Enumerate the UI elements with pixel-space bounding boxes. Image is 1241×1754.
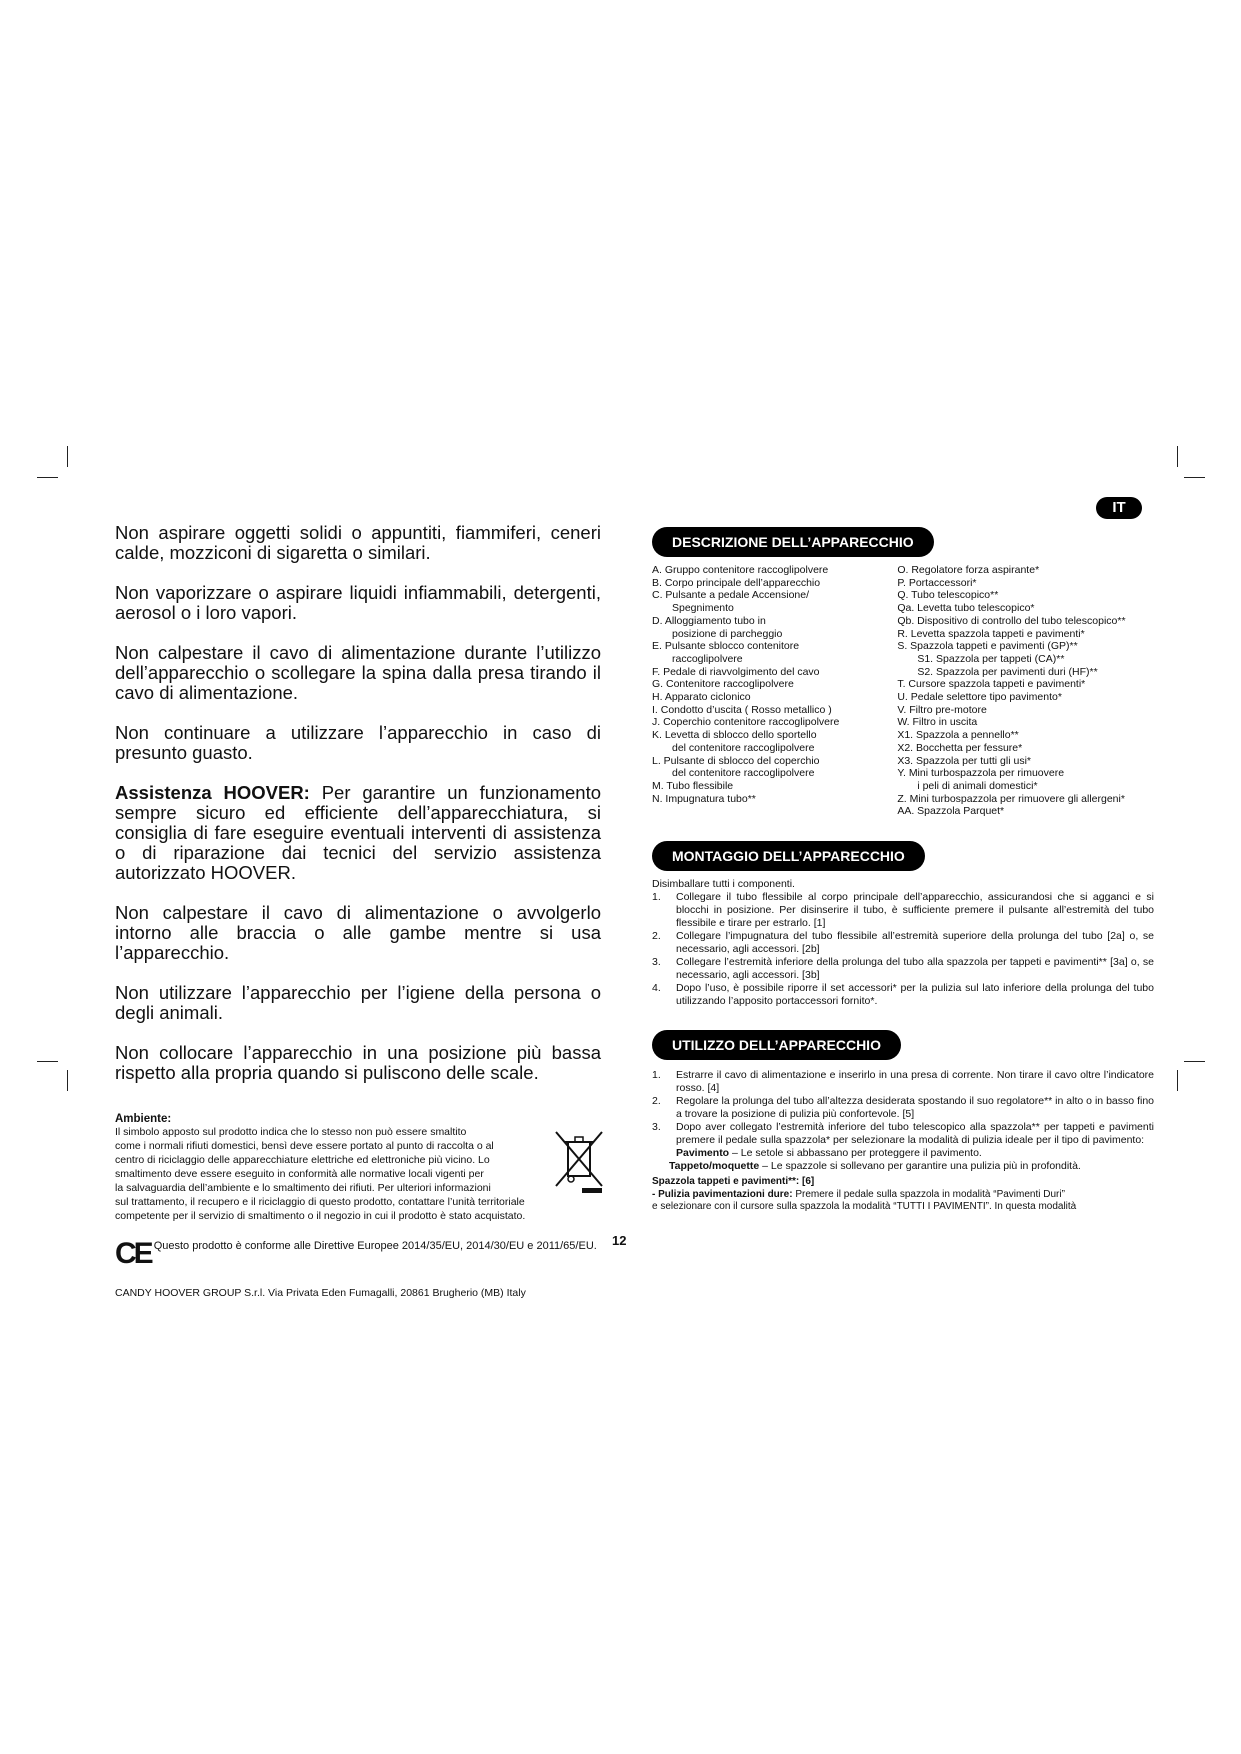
ce-declaration xyxy=(115,1239,601,1269)
section-title-description: DESCRIZIONE DELL’APPARECCHIO xyxy=(652,527,934,557)
parts-column xyxy=(652,564,885,818)
step-text: Collegare l’impugnatura del tubo flessibile all’estremità superiore della prolunga del tubo [2a] o, se necessario, agli accessori. [2b] xyxy=(676,930,1154,956)
usage-step xyxy=(652,1121,1154,1147)
part-item: Q. Tubo telescopico** xyxy=(897,589,999,602)
step-number: 1. xyxy=(652,1069,661,1082)
usage-step xyxy=(652,1069,1154,1095)
part-item: del contenitore raccoglipolvere xyxy=(672,741,815,754)
crop-mark xyxy=(1177,446,1178,467)
hard-floor-label: - Pulizia pavimentazioni dure: xyxy=(652,1188,793,1200)
part-item: Qb. Dispositivo di controllo del tubo telescopico** xyxy=(897,614,1126,627)
warning-text: Non calpestare il cavo di alimentazione durante l’utilizzo dell’apparecchio o scollegare la spina dalla presa tirando il cavo di alimentazione. xyxy=(115,642,601,703)
part-item: W. Filtro in uscita xyxy=(897,716,978,729)
part-item: X2. Bocchetta per fessure* xyxy=(897,741,1023,754)
step-text: Collegare l’estremità inferiore della prolunga del tubo alla spazzola per tappeti e pavimenti** [3a] o, se necessario, agli accessori. [3b] xyxy=(676,956,1154,982)
step-text: Collegare il tubo flessibile al corpo principale dell’apparecchio, assicurandosi che si agganci e si blocchi in posizione. Per disinserire il tubo, è sufficiente premere il pulsante all’estremità del tubo flessibile e tirare per estrarlo. [1] xyxy=(676,891,1154,930)
parts-column xyxy=(897,564,1154,818)
part-item: N. Impugnatura tubo** xyxy=(652,792,756,805)
environment-line: Il simbolo apposto sul prodotto indica che lo stesso non può essere smaltito xyxy=(115,1126,467,1138)
left-column xyxy=(115,523,601,1299)
assistance-paragraph xyxy=(115,783,601,883)
part-item: posizione di parcheggio xyxy=(672,627,783,640)
part-item: AA. Spazzola Parquet* xyxy=(897,805,1005,818)
step-number: 1. xyxy=(652,891,661,904)
environment-line: sul trattamento, il recupero e il riciclaggio di questo prodotto, contattare l’unità territoriale xyxy=(115,1196,525,1208)
step-text: Dopo l’uso, è possibile riporre il set accessori* per la pulizia sul lato inferiore della prolunga del tubo utilizzando l’apposito portaccessori fornito*. xyxy=(676,982,1154,1008)
carpet-mode-text: – Le spazzole si sollevano per garantire una pulizia più in profondità. xyxy=(759,1160,1081,1173)
part-item: del contenitore raccoglipolvere xyxy=(672,767,815,780)
part-item: Spegnimento xyxy=(672,602,734,615)
part-item: X1. Spazzola a pennello** xyxy=(897,729,1019,742)
part-item: X3. Spazzola per tutti gli usi* xyxy=(897,754,1031,767)
environment-line: come i normali rifiuti domestici, bensì deve essere portato al punto di raccolta o al xyxy=(115,1140,494,1152)
environment-text xyxy=(115,1125,601,1223)
step-text: Estrarre il cavo di alimentazione e inserirlo in una presa di corrente. Non tirare il cavo oltre l’indicatore rosso. [4] xyxy=(676,1069,1154,1095)
hard-floor-line xyxy=(652,1189,1154,1202)
usage-steps xyxy=(652,1069,1154,1173)
part-item: E. Pulsante sblocco contenitore xyxy=(652,640,800,653)
step-number: 2. xyxy=(652,1095,661,1108)
part-item: C. Pulsante a pedale Accensione/ xyxy=(652,589,810,602)
ce-mark-icon: CE xyxy=(115,1237,151,1270)
part-item: I. Condotto d’uscita ( Rosso metallico ) xyxy=(652,703,832,716)
warning-text: Non vaporizzare o aspirare liquidi infiammabili, detergenti, aerosol o i loro vapori. xyxy=(115,582,601,623)
part-item: Qa. Levetta tubo telescopico* xyxy=(897,602,1035,615)
language-badge: IT xyxy=(1096,497,1142,519)
crop-mark xyxy=(37,1061,58,1062)
warning-text: Non utilizzare l’apparecchio per l’igiene della persona o degli animali. xyxy=(115,982,601,1023)
assembly-step xyxy=(652,982,1154,1008)
assembly-intro: Disimballare tutti i componenti. xyxy=(652,878,795,891)
carpet-mode xyxy=(652,1160,1154,1173)
warning-text: Non continuare a utilizzare l’apparecchio in caso di presunto guasto. xyxy=(115,722,601,763)
part-item: V. Filtro pre-motore xyxy=(897,703,987,716)
assistance-text: Per garantire un funzionamento sempre sicuro ed efficiente dell’apparecchiatura, si consiglia di fare eseguire eventuali interventi di assistenza o di riparazione dai tecnici del servizio assistenza autorizzato HOOVER. xyxy=(115,782,601,883)
brush-heading: Spazzola tappeti e pavimenti**: [6] xyxy=(652,1176,815,1188)
part-item: Y. Mini turbospazzola per rimuovere xyxy=(897,767,1065,780)
warning-text: Non aspirare oggetti solidi o appuntiti, fiammiferi, ceneri calde, mozziconi di sigaretta o similari. xyxy=(115,522,601,563)
environment-line: centro di riciclaggio delle apparecchiature elettriche ed elettroniche più vicino. Lo xyxy=(115,1154,490,1166)
part-item: Z. Mini turbospazzola per rimuovere gli allergeni* xyxy=(897,792,1125,805)
crop-mark xyxy=(1184,1061,1205,1062)
floor-mode-text: – Le setole si abbassano per proteggere il pavimento. xyxy=(729,1147,982,1160)
right-column xyxy=(652,527,1154,1214)
part-item: raccoglipolvere xyxy=(672,652,743,665)
part-item: S. Spazzola tappeti e pavimenti (GP)** xyxy=(897,640,1078,653)
step-text: Regolare la prolunga del tubo all’altezza desiderata spostando il suo regolatore** in alto o in basso fino a trovare la posizione di pulizia più confortevole. [5] xyxy=(676,1095,1154,1121)
floor-mode-label: Pavimento xyxy=(676,1147,730,1160)
part-item: i peli di animali domestici* xyxy=(917,779,1038,792)
environment-title: Ambiente: xyxy=(115,1113,172,1125)
section-title-usage: UTILIZZO DELL’APPARECCHIO xyxy=(652,1030,901,1060)
part-item: J. Coperchio contenitore raccoglipolvere xyxy=(652,716,840,729)
environment-line: competente per il servizio di smaltimento o il negozio in cui il prodotto è stato acquistato. xyxy=(115,1210,526,1222)
hard-floor-text: Premere il pedale sulla spazzola in modalità “Pavimenti Duri” xyxy=(792,1188,1065,1200)
part-item: T. Cursore spazzola tappeti e pavimenti* xyxy=(897,678,1086,691)
part-item: P. Portaccessori* xyxy=(897,576,977,589)
part-item: G. Contenitore raccoglipolvere xyxy=(652,678,794,691)
crossed-bin-icon xyxy=(552,1128,607,1200)
part-item: D. Alloggiamento tubo in xyxy=(652,614,766,627)
part-item: O. Regolatore forza aspirante* xyxy=(897,564,1040,576)
brush-section xyxy=(652,1176,1154,1214)
assembly-steps xyxy=(652,878,1154,1008)
step-number: 2. xyxy=(652,930,661,943)
crop-mark xyxy=(67,446,68,467)
environment-line: la salvaguardia dell’ambiente e lo smaltimento dei rifiuti. Per ulteriori informazioni xyxy=(115,1182,491,1194)
part-item: U. Pedale selettore tipo pavimento* xyxy=(897,691,1062,704)
crop-mark xyxy=(1177,1070,1178,1091)
environment-line: smaltimento deve essere eseguito in conformità alle normative locali vigenti per xyxy=(115,1168,484,1180)
carpet-mode-label: Tappeto/moquette xyxy=(669,1160,760,1173)
step-text: Dopo aver collegato l’estremità inferiore del tubo telescopico alla spazzola** per tappeti e pavimenti premere il pedale sulla spazzola* per selezionare la modalità di pulizia ideale per il tipo di pavimento: xyxy=(676,1121,1154,1147)
part-item: S2. Spazzola per pavimenti duri (HF)** xyxy=(917,665,1098,678)
step-number: 3. xyxy=(652,1121,661,1134)
assembly-step xyxy=(652,891,1154,930)
assembly-step xyxy=(652,956,1154,982)
parts-list xyxy=(652,564,1154,818)
part-item: A. Gruppo contenitore raccoglipolvere xyxy=(652,564,829,576)
step-number: 4. xyxy=(652,982,661,995)
part-item: H. Apparato ciclonico xyxy=(652,691,751,704)
company-address: CANDY HOOVER GROUP S.r.l. Via Privata Eden Fumagalli, 20861 Brugherio (MB) Italy xyxy=(115,1287,526,1299)
usage-step xyxy=(652,1095,1154,1121)
crop-mark xyxy=(37,477,58,478)
page-number: 12 xyxy=(612,1233,627,1248)
hard-floor-line-2: e selezionare con il cursore sulla spazzola la modalità “TUTTI I PAVIMENTI”. In questa modalità xyxy=(652,1201,1077,1213)
part-item: K. Levetta di sblocco dello sportello xyxy=(652,729,817,742)
assembly-step xyxy=(652,930,1154,956)
assistance-label: Assistenza HOOVER: xyxy=(115,782,310,803)
crop-mark xyxy=(67,1070,68,1091)
part-item: L. Pulsante di sblocco del coperchio xyxy=(652,754,820,767)
crop-mark xyxy=(1184,477,1205,478)
part-item: S1. Spazzola per tappeti (CA)** xyxy=(917,652,1065,665)
section-title-assembly: MONTAGGIO DELL’APPARECCHIO xyxy=(652,841,925,871)
part-item: R. Levetta spazzola tappeti e pavimenti* xyxy=(897,627,1085,640)
part-item: B. Corpo principale dell’apparecchio xyxy=(652,576,821,589)
ce-text: Questo prodotto è conforme alle Direttive Europee 2014/35/EU, 2014/30/EU e 2011/65/EU. xyxy=(153,1240,597,1252)
part-item: M. Tubo flessibile xyxy=(652,779,734,792)
step-number: 3. xyxy=(652,956,661,969)
part-item: F. Pedale di riavvolgimento del cavo xyxy=(652,665,820,678)
warning-text: Non collocare l’apparecchio in una posizione più bassa rispetto alla propria quando si puliscono delle scale. xyxy=(115,1042,601,1083)
warning-text: Non calpestare il cavo di alimentazione o avvolgerlo intorno alle braccia o alle gambe mentre si usa l’apparecchio. xyxy=(115,902,601,963)
floor-mode xyxy=(652,1147,1154,1160)
